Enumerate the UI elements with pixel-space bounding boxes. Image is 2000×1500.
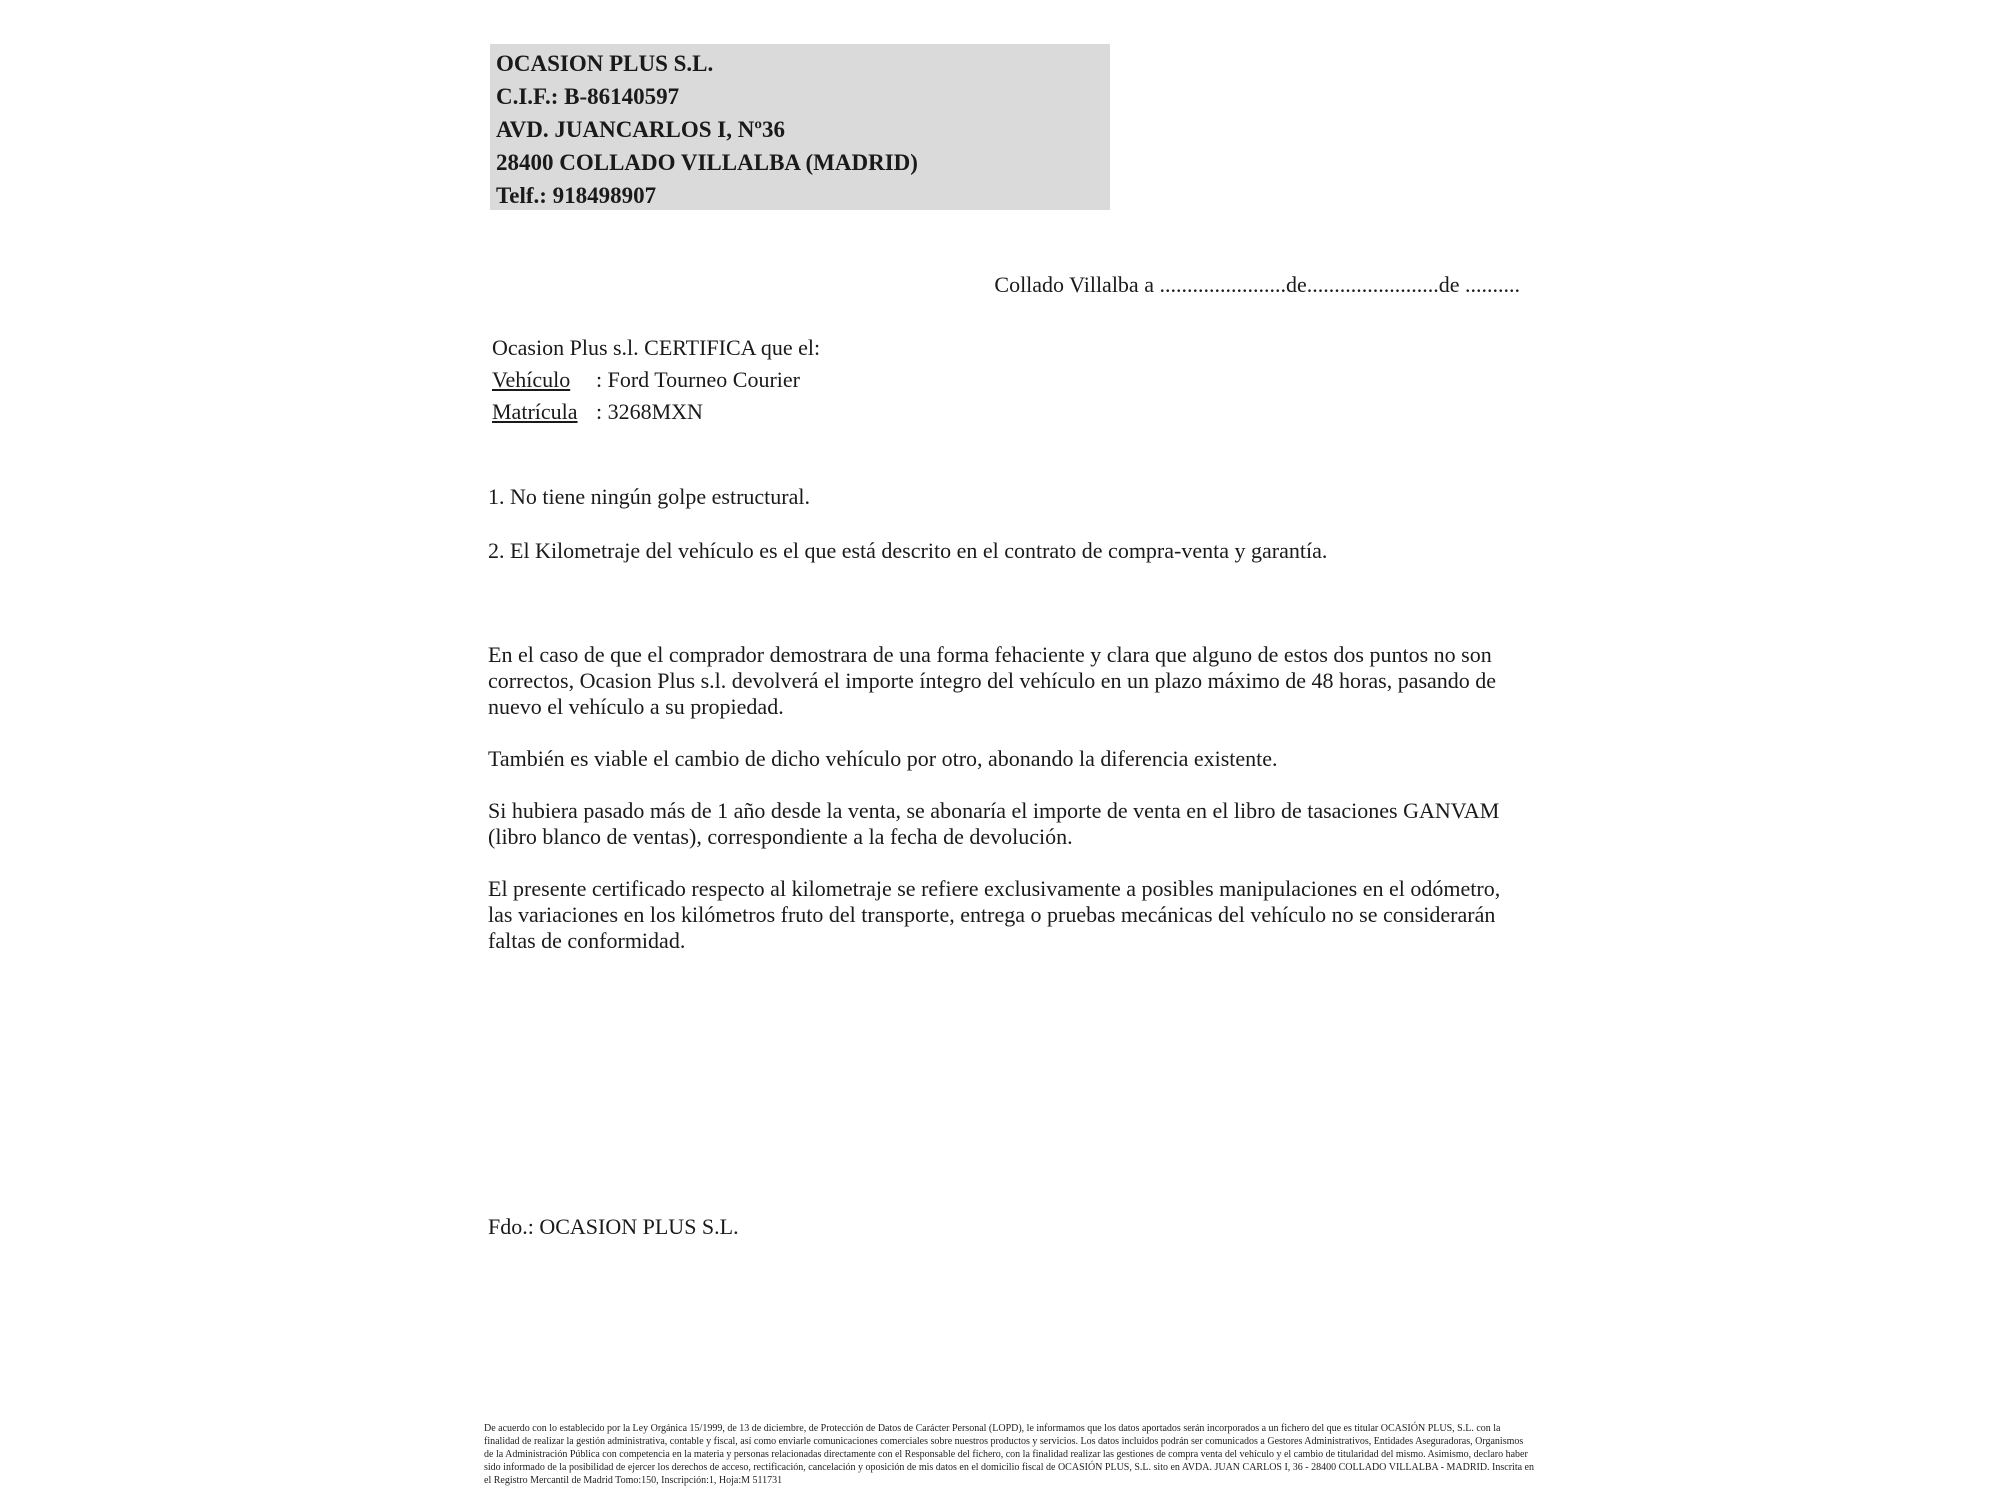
certification-intro [492, 332, 820, 428]
signature: Fdo.: OCASION PLUS S.L. [488, 1214, 739, 1239]
vehicle-row [492, 364, 820, 396]
paragraph-ganvam: Si hubiera pasado más de 1 año desde la venta, se abonaría el importe de venta en el libro de tasaciones GANVAM (libro blanco de ventas), correspondiente a la fecha de devolución. [488, 798, 1500, 849]
plate-label: Matrícula [492, 399, 578, 424]
vehicle-value: : Ford Tourneo Courier [596, 367, 800, 392]
certification-statement: Ocasion Plus s.l. CERTIFICA que el: [492, 335, 821, 360]
company-city: 28400 COLLADO VILLALBA (MADRID) [496, 150, 918, 175]
privacy-footer: De acuerdo con lo establecido por la Ley Orgánica 15/1999, de 13 de diciembre, de Protección de Datos de Carácter Personal (LOPD), le informamos que los datos aportados serán incorporados a un fichero del que es titular OCASIÓN PLUS, S.L. con la finalidad de realizar la gestión administrativa, contable y fiscal, así como enviarle comunicaciones comerciales sobre nuestros productos y servicios. Los datos incluidos podrán ser comunicados a Gestores Administrativos, Entidades Aseguradoras, Organismos de la Administración Pública con competencia en la materia y personas relacionadas directamente con el Responsable del fichero, con la finalidad realizar las gestiones de compra venta del vehículo y el cambio de titularidad del mismo. Asimismo, declaro haber sido informado de la posibilidad de ejercer los derechos de acceso, rectificación, cancelación y oposición de mis datos en el domicilio fiscal de OCASIÓN PLUS, S.L. sito en AVDA. JUAN CARLOS I, 36 - 28400 COLLADO VILLALBA - MADRID. Inscrita en el Registro Mercantil de Madrid Tomo:150, Inscripción:1, Hoja:M 511731 [484, 1423, 1534, 1486]
paragraph-odometer: El presente certificado respecto al kilometraje se refiere exclusivamente a posibles manipulaciones en el odómetro, las variaciones en los kilómetros fruto del transporte, entrega o pruebas mecánicas del vehículo no se considerarán faltas de conformidad. [488, 876, 1501, 953]
vehicle-label: Vehículo [492, 367, 571, 392]
company-name: OCASION PLUS S.L. [496, 51, 714, 76]
company-phone: Telf.: 918498907 [496, 183, 657, 208]
plate-row [492, 396, 820, 428]
point-2: 2. El Kilometraje del vehículo es el que está descrito en el contrato de compra-venta y garantía. [488, 538, 1328, 563]
date-line: Collado Villalba a .......................de........................de .......... [994, 272, 1520, 297]
company-header-box [490, 44, 1110, 210]
paragraph-refund: En el caso de que el comprador demostrara de una forma fehaciente y clara que alguno de estos dos puntos no son correctos, Ocasion Plus s.l. devolverá el importe íntegro del vehículo en un plazo máximo de 48 horas, pasando de nuevo el vehículo a su propiedad. [488, 642, 1497, 719]
point-1: 1. No tiene ningún golpe estructural. [488, 484, 810, 509]
paragraph-exchange: También es viable el cambio de dicho vehículo por otro, abonando la diferencia existente. [488, 746, 1278, 771]
company-address: AVD. JUANCARLOS I, Nº36 [496, 117, 785, 142]
plate-value: : 3268MXN [596, 399, 703, 424]
company-cif: C.I.F.: B-86140597 [496, 84, 680, 109]
